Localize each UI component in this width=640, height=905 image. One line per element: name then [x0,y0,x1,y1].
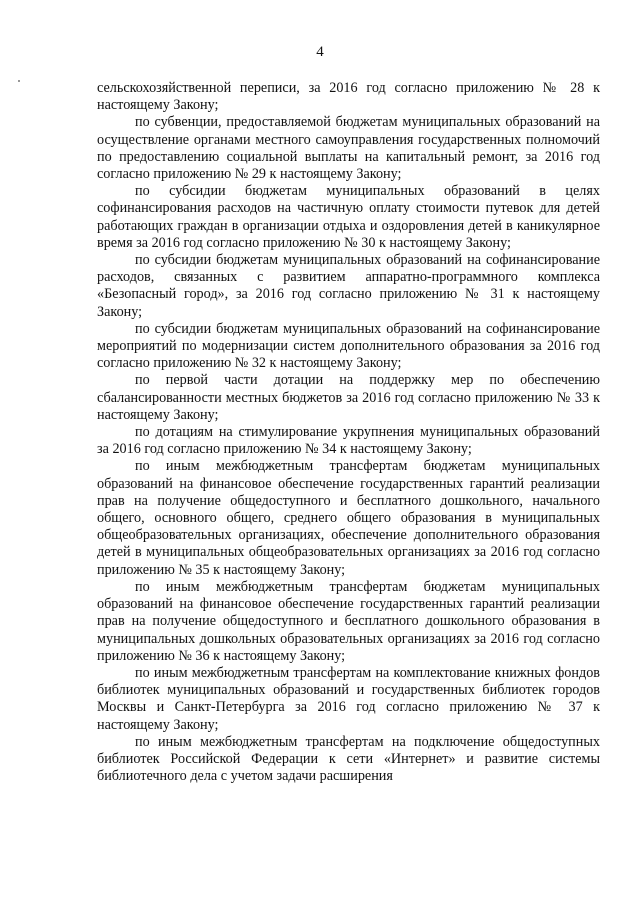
page-number: 4 [316,44,324,60]
paragraph-5: по субсидии бюджетам муниципальных образований на софинансирование мероприятий по модернизации систем дополнительного образования за 2016 год согласно приложению № 32 к настоящему Закону; [97,320,600,372]
document-body [97,80,600,785]
paragraph-2: по субвенции, предоставляемой бюджетам муниципальных образований на осуществление органами местного самоуправления государственных полномочий по предоставлению социальной выплаты на капитальный ремонт, за 2016 год согласно приложению № 29 к настоящему Закону; [97,114,600,183]
scan-speck [18,80,20,82]
paragraph-3: по субсидии бюджетам муниципальных образований в целях софинансирования расходов на частичную оплату стоимости путевок для детей работающих граждан в организации отдыха и оздоровления детей в каникулярное время за 2016 год согласно приложению № 30 к настоящему Закону; [97,183,600,251]
paragraph-9: по иным межбюджетным трансфертам бюджетам муниципальных образований на финансовое обеспечение государственных гарантий реализации прав на получение общедоступного и бесплатного дошкольного образования в муниципальных дошкольных образовательных организациях за 2016 год согласно приложению № 36 к настоящему Закону; [97,578,600,664]
paragraph-6: по первой части дотации на поддержку мер по обеспечению сбалансированности местных бюджетов за 2016 год согласно приложению № 33 к настоящему Закону; [97,372,600,423]
paragraph-10: по иным межбюджетным трансфертам на комплектование книжных фондов библиотек муниципальных образований и государственных библиотек городов Москвы и Санкт-Петербурга за 2016 год согласно приложению № 37 к настоящему Закону; [97,664,600,733]
paragraph-8: по иным межбюджетным трансфертам бюджетам муниципальных образований на финансовое обеспечение государственных гарантий реализации прав на получение общедоступного и бесплатного дошкольного, начального общего, основного общего, среднего общего образования в муниципальных общеобразовательных организациях, обеспечение дополнительного образования детей в муниципальных общеобразовательных организациях за 2016 год согласно приложению № 35 к настоящему Закону; [97,458,600,578]
paragraph-1: сельскохозяйственной переписи, за 2016 год согласно приложению № 28 к настоящему Закону; [97,80,600,114]
paragraph-4: по субсидии бюджетам муниципальных образований на софинансирование расходов, связанных с развитием аппаратно-программного комплекса «Безопасный город», за 2016 год согласно приложению № 31 к настоящему Закону; [97,252,600,320]
paragraph-7: по дотациям на стимулирование укрупнения муниципальных образований за 2016 год согласно приложению № 34 к настоящему Закону; [97,424,600,458]
paragraph-11: по иным межбюджетным трансфертам на подключение общедоступных библиотек Российской Федерации к сети «Интернет» и развитие системы библиотечного дела с учетом задачи расширения [97,733,600,785]
